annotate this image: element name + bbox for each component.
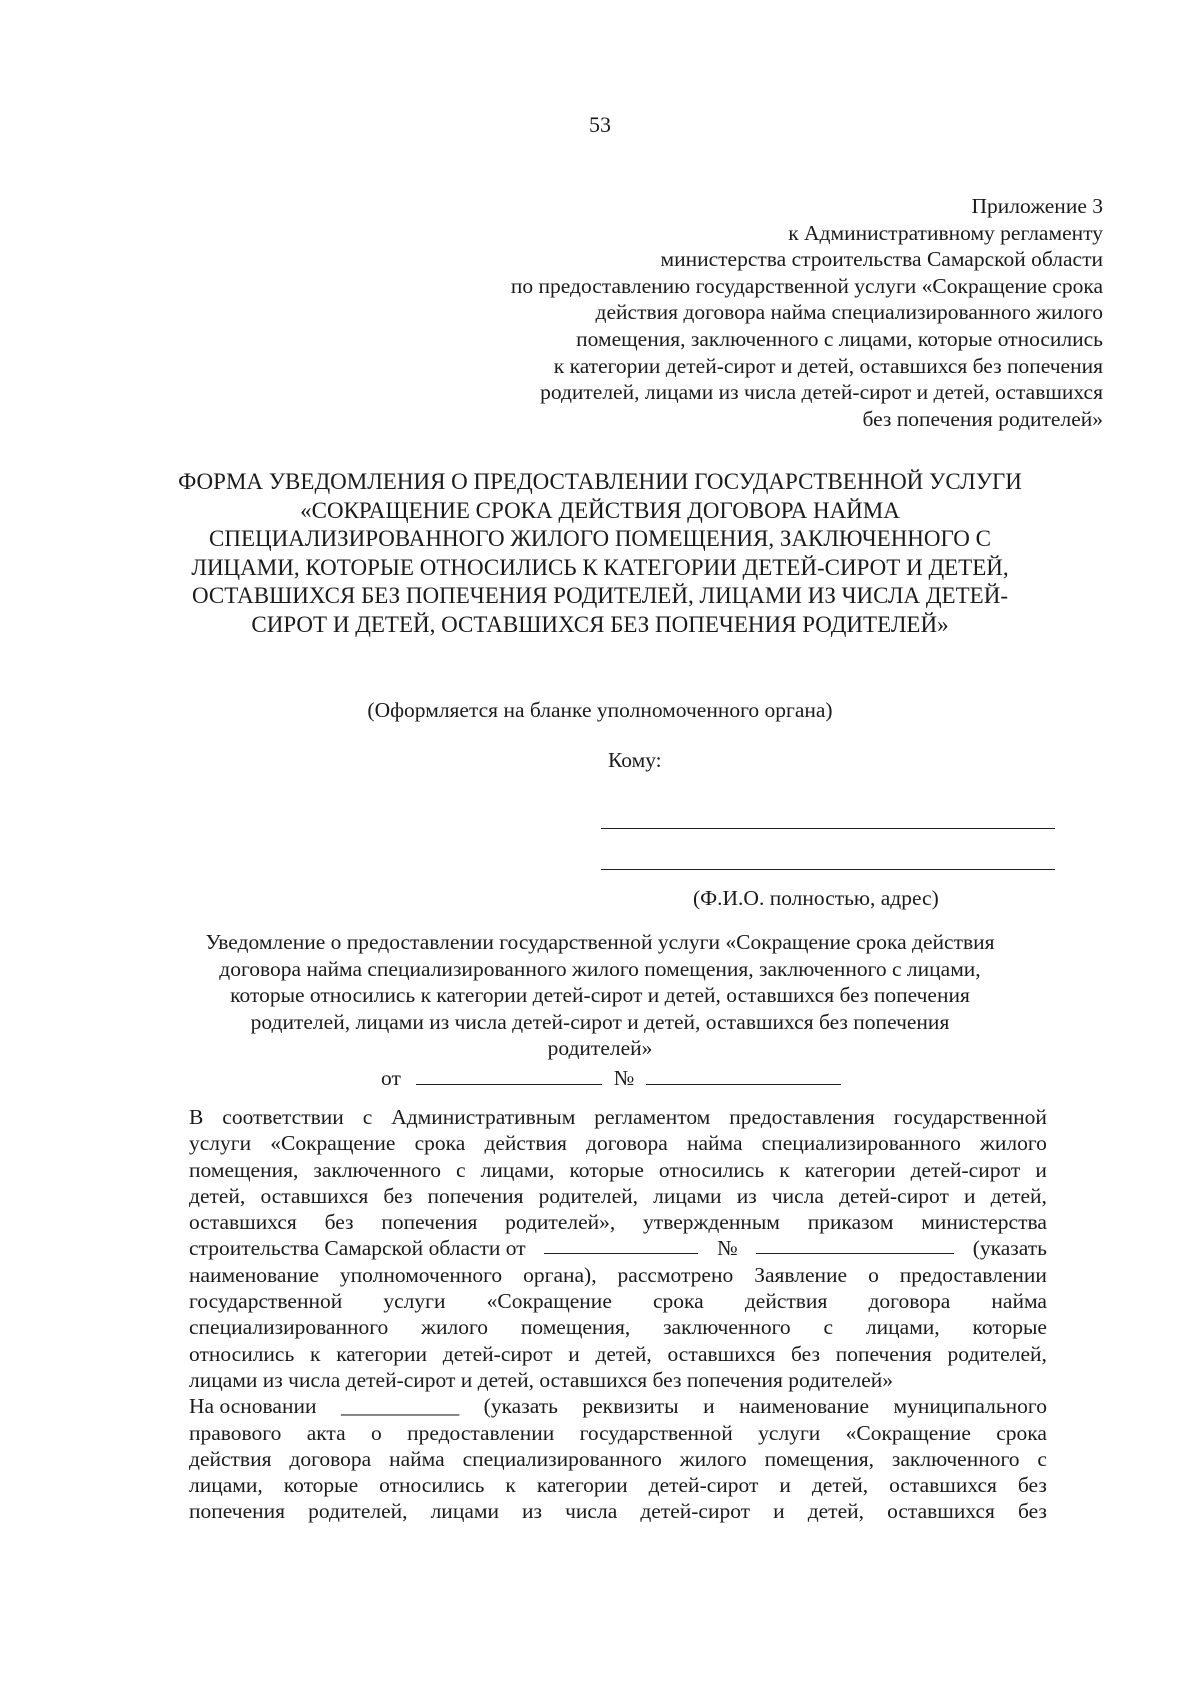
word: о <box>868 1262 879 1287</box>
word: к <box>505 1473 516 1498</box>
paragraph-line <box>189 1498 1047 1524</box>
word: жилого <box>980 1131 1047 1156</box>
word: рассмотрено <box>617 1262 734 1287</box>
word: с <box>823 1315 834 1340</box>
word: детей-сирот <box>910 1157 1021 1182</box>
word: заключенного <box>663 1315 791 1340</box>
title-line: «СОКРАЩЕНИЕ СРОКА ДЕЙСТВИЯ ДОГОВОРА НАЙМА <box>300 497 900 523</box>
appendix-line: действия договора найма специализированного жилого <box>595 300 1103 325</box>
word: срока <box>653 1289 704 1314</box>
word: Административным <box>391 1105 576 1129</box>
word: к <box>779 1157 790 1182</box>
paragraph-line: лицами из числа детей-сирот и детей, оставшихся без попечения родителей» <box>189 1367 894 1392</box>
paragraph-line <box>189 1420 1047 1446</box>
word: без <box>791 1341 820 1366</box>
word: найма <box>389 1446 445 1471</box>
word: лицами <box>653 1183 722 1208</box>
paragraph-2 <box>189 1420 1047 1525</box>
word: без <box>383 1183 413 1208</box>
word: родителей, <box>947 1341 1047 1366</box>
word: оставшихся <box>887 1499 995 1524</box>
recipient-label: Кому: <box>608 748 662 772</box>
notice-line: Уведомление о предоставлении государственной услуги «Сокращение срока действия <box>205 930 995 954</box>
appendix-line: к категории детей-сирот и детей, оставшихся без попечения <box>553 353 1103 378</box>
date-blank <box>416 1066 602 1085</box>
word: органа), <box>523 1262 597 1287</box>
word: жилого <box>421 1315 488 1340</box>
form-note: (Оформляется на бланке уполномоченного органа) <box>367 698 833 722</box>
appendix-line: Приложение 3 <box>971 194 1103 218</box>
word: к <box>310 1341 321 1366</box>
word: с <box>362 1105 373 1129</box>
word: категории <box>804 1157 896 1182</box>
appendix-line: к Административному регламенту <box>788 220 1103 245</box>
paragraph-line <box>189 1446 1047 1472</box>
word: государственной <box>893 1105 1047 1129</box>
word: (указать <box>483 1394 558 1419</box>
word: лицами <box>430 1499 499 1524</box>
word: заключенного <box>891 1446 1020 1471</box>
word: жилого <box>679 1446 747 1471</box>
word: и <box>963 1183 976 1208</box>
word: действия <box>744 1289 828 1314</box>
word: числа <box>565 1499 618 1524</box>
word: о <box>370 1420 382 1445</box>
word: без <box>324 1210 354 1235</box>
order-number-blank <box>756 1235 954 1254</box>
word: государственной <box>189 1289 343 1314</box>
word: категории <box>536 1473 628 1498</box>
word: помещения, <box>189 1157 299 1182</box>
word: детей, <box>595 1341 652 1366</box>
appendix-line: родителей, лицами из числа детей-сирот и детей, оставшихся <box>540 380 1103 405</box>
number-label: № <box>613 1066 635 1090</box>
word: наименование <box>189 1262 319 1287</box>
title-line: СИРОТ И ДЕТЕЙ, ОСТАВШИХСЯ БЕЗ ПОПЕЧЕНИЯ РОДИТЕЛЕЙ» <box>251 611 949 637</box>
word: «Сокращение <box>486 1289 612 1314</box>
word: соответствии <box>222 1105 344 1129</box>
word: детей-сирот <box>839 1183 949 1208</box>
word: оставшихся <box>189 1210 297 1235</box>
word: действия <box>484 1131 567 1156</box>
word: действия <box>189 1446 272 1471</box>
word: министерства <box>921 1210 1047 1235</box>
word: и <box>779 1473 791 1498</box>
word: лицами, <box>189 1473 263 1498</box>
word: государственной <box>579 1420 733 1445</box>
word: и <box>773 1499 785 1524</box>
word: Заявление <box>754 1262 848 1287</box>
word: детей, <box>811 1473 869 1498</box>
word: лицами, <box>480 1157 555 1182</box>
notice-line: договора найма специализированного жилого помещения, заключенного с лицами, <box>219 956 981 981</box>
recipient-line-1 <box>601 828 1055 829</box>
word: оставшихся <box>667 1341 776 1366</box>
word: заключенного <box>313 1157 442 1182</box>
paragraph-line <box>189 1235 1047 1261</box>
word: услуги <box>189 1131 252 1156</box>
word: «Сокращение <box>845 1420 971 1445</box>
notice-heading <box>140 929 1060 1062</box>
word: договора <box>289 1446 372 1471</box>
word: детей-сирот <box>640 1499 751 1524</box>
word: которые <box>972 1315 1047 1340</box>
title-line: ФОРМА УВЕДОМЛЕНИЯ О ПРЕДОСТАВЛЕНИИ ГОСУДАРСТВЕННОЙ УСЛУГИ <box>178 469 1022 494</box>
order-date-prefix: строительства Самарской области от <box>189 1236 526 1261</box>
word: реквизиты <box>582 1394 679 1419</box>
order-suffix: (указать <box>972 1236 1047 1261</box>
word: и <box>703 1394 715 1419</box>
word: услуги <box>758 1420 821 1445</box>
word: приказом <box>807 1210 894 1235</box>
paragraph-1-part-2 <box>189 1262 1047 1367</box>
word: из <box>736 1183 757 1208</box>
paragraph-line <box>189 1130 1047 1156</box>
word: оставшихся <box>260 1183 369 1208</box>
word: помещения, <box>520 1315 631 1340</box>
paragraph-line <box>189 1183 1047 1209</box>
title-line: ОСТАВШИХСЯ БЕЗ ПОПЕЧЕНИЯ РОДИТЕЛЕЙ, ЛИЦАМИ ИЗ ЧИСЛА ДЕТЕЙ- <box>192 583 1008 609</box>
word: с <box>1037 1446 1047 1471</box>
number-blank <box>646 1066 841 1085</box>
word: лицами, <box>865 1315 940 1340</box>
notice-line: родителей» <box>547 1036 653 1061</box>
word: детей, <box>990 1183 1047 1208</box>
word: детей, <box>807 1499 865 1524</box>
basis-blank: ___________ <box>340 1394 460 1419</box>
date-label: от <box>381 1066 401 1090</box>
appendix-line: министерства строительства Самарской области <box>660 247 1103 272</box>
recipient-caption: (Ф.И.О. полностью, адрес) <box>693 886 939 910</box>
paragraph-line <box>189 1209 1047 1235</box>
word: найма <box>686 1131 743 1156</box>
word: специализированного <box>189 1315 389 1340</box>
paragraph-line <box>189 1288 1047 1314</box>
word: категории <box>336 1341 428 1366</box>
word: родителей, <box>308 1499 408 1524</box>
word: срока <box>996 1420 1047 1445</box>
word: договора <box>868 1289 951 1314</box>
appendix-line: помещения, заключенного с лицами, которые относились <box>576 326 1103 351</box>
paragraph-line <box>189 1393 1047 1419</box>
word: которые <box>569 1157 644 1182</box>
word: детей-сирот <box>442 1341 553 1366</box>
notice-line: которые относились к категории детей-сирот и детей, оставшихся без попечения <box>230 983 970 1008</box>
word: которые <box>283 1473 359 1498</box>
word: предоставлении <box>407 1420 555 1445</box>
word: уполномоченного <box>339 1262 503 1287</box>
word: В <box>189 1105 204 1129</box>
word: без <box>1017 1499 1047 1524</box>
word: попечения <box>381 1210 478 1235</box>
word: относились <box>379 1473 485 1498</box>
paragraph-1-part-1 <box>189 1104 1047 1235</box>
appendix-header <box>511 193 1103 432</box>
word: предоставления <box>729 1105 875 1129</box>
paragraph-line <box>189 1104 1047 1130</box>
word: родителей, <box>538 1183 639 1208</box>
paragraph-line <box>189 1341 1047 1367</box>
word: муниципального <box>893 1394 1047 1419</box>
word: срока <box>414 1131 466 1156</box>
word: услуги <box>383 1289 446 1314</box>
word: родителей», <box>505 1210 616 1235</box>
word: относились <box>658 1157 765 1182</box>
paragraph-line <box>189 1314 1047 1340</box>
paragraph-line <box>189 1262 1047 1288</box>
word: предоставлении <box>899 1262 1047 1287</box>
word: утвержденным <box>643 1210 780 1235</box>
word: договора <box>586 1131 668 1156</box>
paragraph-line <box>189 1157 1047 1183</box>
basis-prefix: На основании <box>189 1394 317 1419</box>
word: попечения <box>835 1341 932 1366</box>
word: регламентом <box>594 1105 711 1129</box>
word: помещения, <box>764 1446 874 1471</box>
notice-date-number-row <box>381 1066 841 1091</box>
body-text <box>189 1104 1047 1525</box>
word: числа <box>771 1183 824 1208</box>
word: и <box>568 1341 580 1366</box>
word: без <box>1017 1473 1047 1498</box>
paragraph-line <box>189 1472 1047 1498</box>
word: детей-сирот <box>648 1473 759 1498</box>
word: с <box>456 1157 466 1182</box>
appendix-line: без попечения родителей» <box>862 406 1103 431</box>
order-number-label: № <box>716 1236 738 1261</box>
form-title <box>140 468 1060 640</box>
word: акта <box>306 1420 346 1445</box>
word: попечения <box>427 1183 524 1208</box>
recipient-line-2 <box>601 869 1055 870</box>
word: и <box>1035 1157 1047 1182</box>
word: наименование <box>739 1394 870 1419</box>
word: специализированного <box>462 1446 662 1471</box>
title-line: ЛИЦАМИ, КОТОРЫЕ ОТНОСИЛИСЬ К КАТЕГОРИИ ДЕТЕЙ-СИРОТ И ДЕТЕЙ, <box>191 554 1009 580</box>
notice-line: родителей, лицами из числа детей-сирот и детей, оставшихся без попечения <box>250 1009 950 1034</box>
order-date-blank <box>544 1235 698 1254</box>
title-line: СПЕЦИАЛИЗИРОВАННОГО ЖИЛОГО ПОМЕЩЕНИЯ, ЗАКЛЮЧЕННОГО С <box>209 526 991 552</box>
appendix-line: по предоставлению государственной услуги «Сокращение срока <box>510 273 1103 298</box>
word: детей, <box>189 1183 246 1208</box>
word: правового <box>189 1420 282 1445</box>
word: попечения <box>189 1499 286 1524</box>
word: специализированного <box>761 1131 961 1156</box>
page-number: 53 <box>589 112 611 137</box>
word: оставшихся <box>889 1473 997 1498</box>
word: «Сокращение <box>270 1131 396 1156</box>
word: найма <box>991 1289 1047 1314</box>
word: из <box>522 1499 543 1524</box>
word: относились <box>189 1341 295 1366</box>
